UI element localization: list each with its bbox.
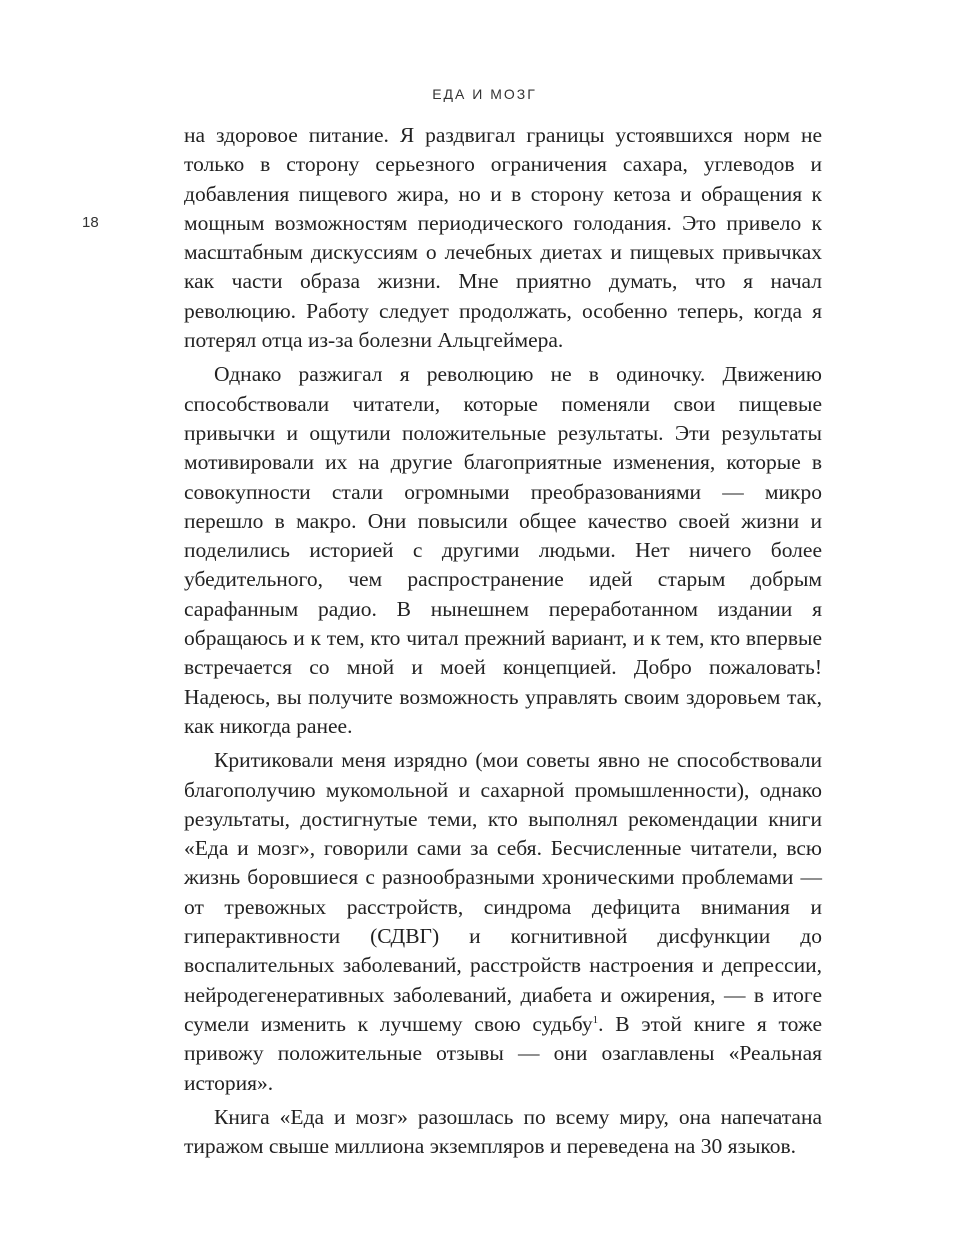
paragraph-2: Однако разжигал я революцию не в одиночку. Движению способствовали читатели, которые поменяли свои пищевые привычки и ощутили положительные результаты. Эти результаты мотивировали их на другие благоприятные изменения, которые в совокупности стали огромными преобразованиями — микро перешло в макро. Они повысили общее качество своей жизни и поделились историей с другими людьми. Нет ничего более убедительного, чем распространение идей старым добрым сарафанным радио. В нынешнем переработанном издании я обращаюсь и к тем, кто читал прежний вариант, и к тем, кто впервые встречается со мной и моей концепцией. Добро пожаловать! Надеюсь, вы получите возможность управлять своим здоровьем так, как никогда ранее. — [184, 362, 822, 738]
paragraph-3-text-before: Критиковали меня изрядно (мои советы явно не способствовали благополучию мукомольной и сахарной промышленности), однако результаты, достигнутые теми, кто выполнял рекомендации книги «Еда и мозг», говорили сами за себя. Бесчисленные читатели, всю жизнь боровшиеся с разнообразными хроническими проблемами — от тревожных расстройств, синдрома дефицита внимания и гиперактивности (СДВГ) и когнитивной дисфункции до воспалительных заболеваний, расстройств настроения и депрессии, нейродегенеративных заболеваний, диабета и ожирения, — в итоге сумели изменить к лучшему свою судьбу — [184, 748, 822, 1036]
paragraph-4: Книга «Еда и мозг» разошлась по всему миру, она напечатана тиражом свыше миллиона экземпляров и переведена на 30 языков. — [184, 1104, 822, 1159]
paragraph-1: на здоровое питание. Я раздвигал границы устоявшихся норм не только в сторону серьезного ограничения сахара, углеводов и добавления пищевого жира, но и в сторону кетоза и обращения к мощным возможностям периодического голодания. Это привело к масштабным дискуссиям о лечебных диетах и пищевых привычках как части образа жизни. Мне приятно думать, что я начал революцию. Работу следует продолжать, особенно теперь, когда я потерял отца из-за болезни Альцгеймера. — [184, 123, 822, 353]
paragraph-3-text-after: . В этой книге я тоже привожу положительные отзывы — они озаглавлены «Реальная история». — [184, 1011, 822, 1095]
running-header-title: ЕДА И МОЗГ — [432, 86, 537, 102]
paragraph-3 — [184, 746, 822, 1098]
page-number: 18 — [82, 214, 99, 231]
body-text — [184, 121, 822, 1161]
footnote-marker: 1 — [592, 1013, 599, 1026]
